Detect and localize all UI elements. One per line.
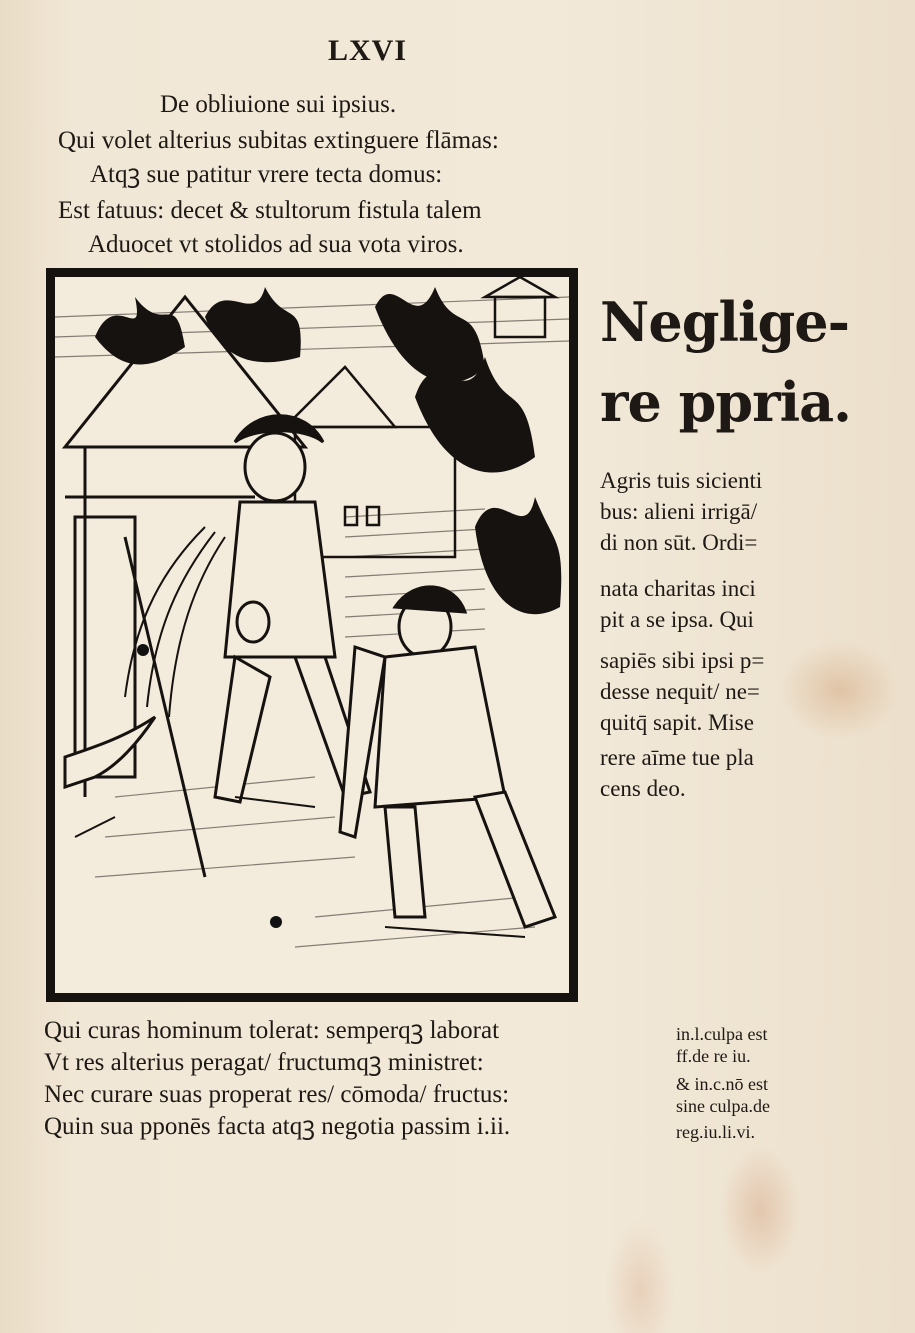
side-text-line: pit a se ipsa. Qui [600, 607, 754, 632]
side-text-line: Agris tuis sicienti [600, 468, 763, 493]
bottom-verse-line: Qui curas hominum tolerat: semperqꝫ laborat [44, 1017, 500, 1044]
woodcut-fools-fire-icon [55, 277, 569, 993]
margin-citation-line: sine culpa.de [676, 1096, 770, 1116]
ink-dot [270, 916, 282, 928]
verse-title: De obliuione sui ipsius. [160, 91, 397, 118]
side-text-line: quitq̄ sapit. Mise [600, 710, 754, 735]
side-text-line: desse nequit/ ne= [600, 679, 760, 704]
side-text-line: sapiēs sibi ipsi p= [600, 648, 765, 673]
top-verse-line: Qui volet alterius subitas extinguere flāmas: [58, 127, 499, 154]
folio-number: LXVI [328, 34, 408, 67]
bottom-verse-line: Quin sua pponēs facta atqꝫ negotia passim i.ii. [44, 1113, 511, 1140]
side-text-line: nata charitas inci [600, 576, 756, 601]
ink-dot [137, 644, 149, 656]
top-verse-line: Aduocet vt stolidos ad sua vota viros. [88, 231, 464, 258]
side-text-line: cens deo. [600, 776, 686, 801]
side-text-line: di non sūt. Ordi= [600, 530, 758, 555]
top-verse-line: Est fatuus: decet & stultorum fistula talem [58, 197, 482, 224]
top-verse-line: Atqꝫ sue patitur vrere tecta domus: [90, 161, 443, 188]
margin-citation-line: ff.de re iu. [676, 1046, 751, 1066]
chapter-heading-line: re ppria. [600, 370, 851, 434]
side-text-line: bus: alieni irrigā/ [600, 499, 758, 524]
side-text-line: rere aīme tue pla [600, 745, 754, 770]
margin-citation-line: in.l.culpa est [676, 1024, 768, 1044]
bottom-verse-line: Nec curare suas properat res/ cōmoda/ fructus: [44, 1081, 510, 1108]
chapter-heading-line: Neglige- [600, 290, 850, 354]
margin-citation-line: reg.iu.li.vi. [676, 1122, 755, 1142]
margin-citation-line: & in.c.nō est [676, 1074, 768, 1094]
bottom-verse-line: Vt res alterius peragat/ fructumqꝫ ministret: [44, 1049, 484, 1076]
woodcut-illustration [46, 268, 578, 1002]
